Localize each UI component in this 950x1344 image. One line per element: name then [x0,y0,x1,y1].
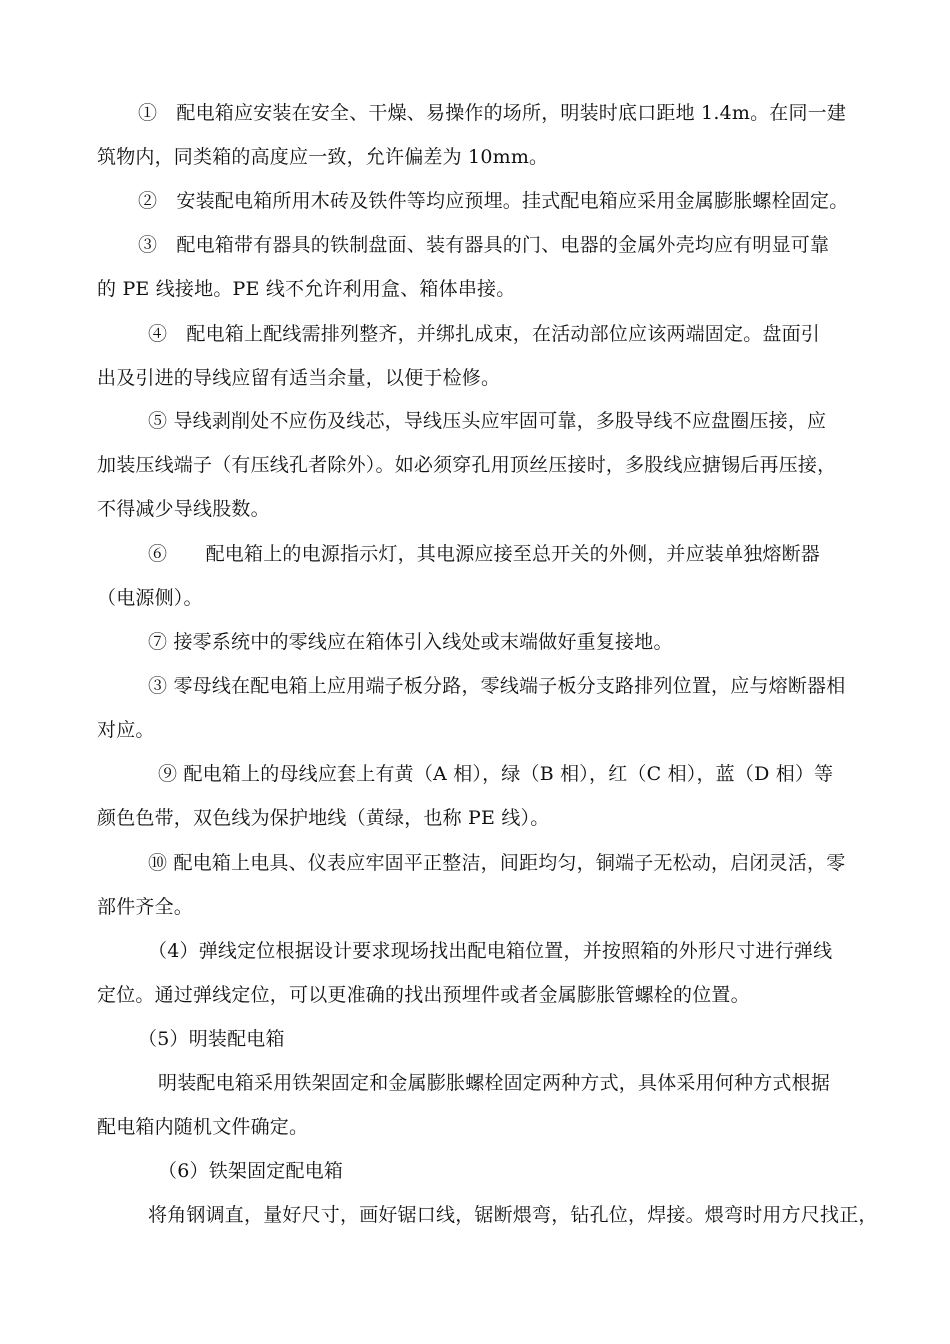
item-3-line-2: 的 PE 线接地。PE 线不允许利用盒、箱体串接。 [97,278,516,300]
item-4-line-2: 出及引进的导线应留有适当余量，以便于检修。 [97,367,501,389]
section-6-body-line-1: 将角钢调直，量好尺寸，画好锯口线，锯断煨弯，钻孔位，焊接。煨弯时用方尺找正， [148,1204,878,1226]
item-10-line-2: 部件齐全。 [97,896,194,918]
section-5-body-line-1: 明装配电箱采用铁架固定和金属膨胀螺栓固定两种方式，具体采用何种方式根据 [158,1072,831,1094]
item-1-line-1: ① 配电箱应安装在安全、干燥、易操作的场所，明装时底口距地 1.4m。在同一建 [138,102,847,124]
section-5-body-line-2: 配电箱内随机文件确定。 [97,1116,309,1138]
section-6-heading: （6）铁架固定配电箱 [158,1160,344,1182]
item-3-line-1: ③ 配电箱带有器具的铁制盘面、装有器具的门、电器的金属外壳均应有明显可靠 [138,234,830,256]
item-8-line-1: ③ 零母线在配电箱上应用端子板分路，零线端子板分支路排列位置，应与熔断器相 [148,675,846,697]
section-4-line-2: 定位。通过弹线定位，可以更准确的找出预埋件或者金属膨胀管螺栓的位置。 [97,984,750,1006]
item-5-line-1: ⑤ 导线剥削处不应伤及线芯，导线压头应牢固可靠，多股导线不应盘圈压接，应 [148,410,827,432]
item-6-line-1: ⑥ 配电箱上的电源指示灯，其电源应接至总开关的外侧，并应装单独熔断器 [148,543,821,565]
item-4-line-1: ④ 配电箱上配线需排列整齐，并绑扎成束，在活动部位应该两端固定。盘面引 [148,323,821,345]
item-9-line-2: 颜色色带，双色线为保护地线（黄绿，也称 PE 线）。 [97,807,550,829]
section-5-heading: （5）明装配电箱 [138,1028,285,1050]
item-7-line-1: ⑦ 接零系统中的零线应在箱体引入线处或末端做好重复接地。 [148,631,673,653]
item-9-line-1: ⑨ 配电箱上的母线应套上有黄（A 相），绿（B 相），红（C 相），蓝（D 相）等 [158,763,834,785]
item-5-line-2: 加装压线端子（有压线孔者除外）。如必须穿孔用顶丝压接时，多股线应搪锡后再压接， [97,454,837,476]
item-10-line-1: ⑩ 配电箱上电具、仪表应牢固平正整洁，间距均匀，铜端子无松动，启闭灵活，零 [148,852,846,874]
section-4-line-1: （4）弹线定位根据设计要求现场找出配电箱位置，并按照箱的外形尺寸进行弹线 [148,940,833,962]
item-2-line-1: ② 安装配电箱所用木砖及铁件等均应预埋。挂式配电箱应采用金属膨胀螺栓固定。 [138,190,849,212]
item-6-line-2: （电源侧）。 [97,587,203,609]
item-1-line-2: 筑物内，同类箱的高度应一致，允许偏差为 10mm。 [97,146,549,168]
item-8-line-2: 对应。 [97,719,155,741]
item-5-line-3: 不得减少导线股数。 [97,498,270,520]
